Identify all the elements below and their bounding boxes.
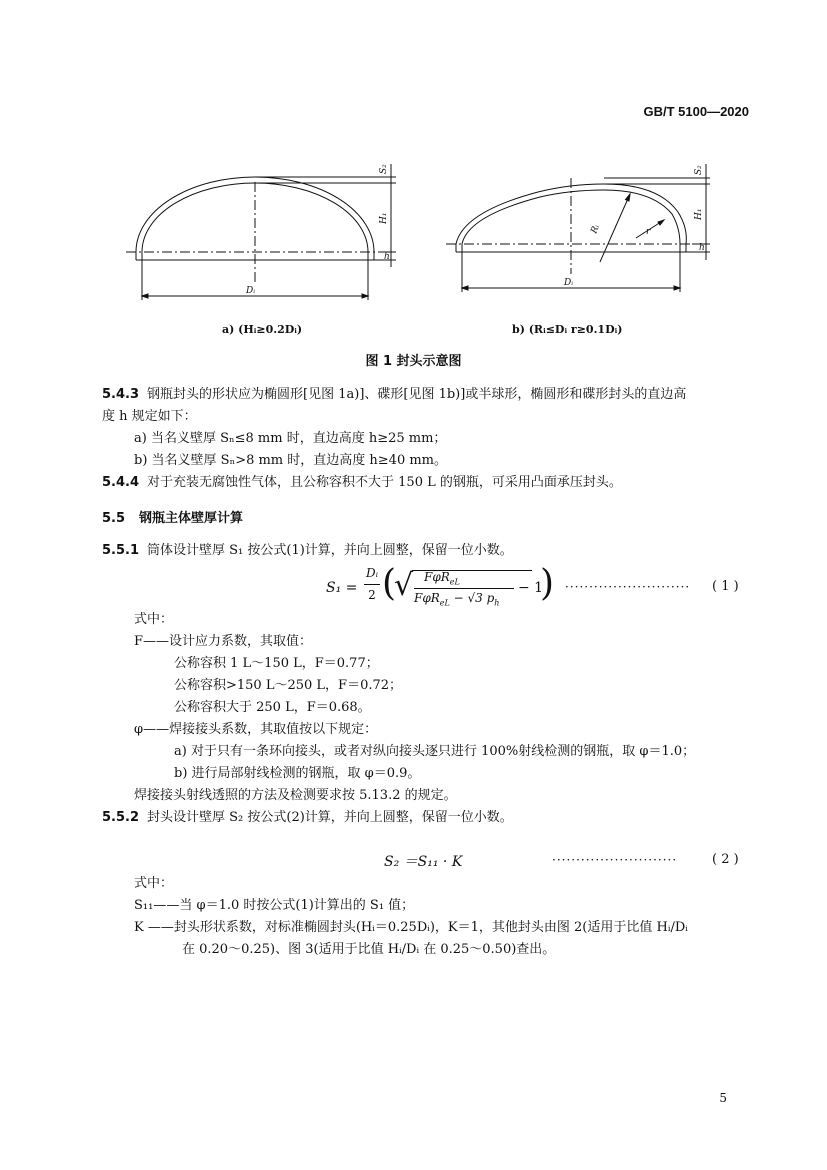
- eq1-tail: − 1: [518, 580, 544, 596]
- s552-text: 封头设计壁厚 S₂ 按公式(2)计算，并向上圆整，保留一位小数。: [147, 810, 513, 825]
- s55-title: 钢瓶主体壁厚计算: [139, 511, 244, 526]
- phi-item-b: b) 进行局部射线检测的钢瓶，取 φ＝0.9。: [174, 766, 421, 781]
- weld-note: 焊接接头射线透照的方法及检测要求按 5.13.2 的规定。: [134, 788, 457, 803]
- s543-item-b: b) 当名义壁厚 Sₙ>8 mm 时，直边高度 h≥40 mm。: [134, 453, 447, 468]
- figure-title: 图 1 封头示意图: [365, 354, 462, 369]
- F-definition: F——设计应力系数，其取值：: [134, 634, 313, 649]
- s551-text: 筒体设计壁厚 S₁ 按公式(1)计算，并向上圆整，保留一位小数。: [147, 543, 513, 558]
- figure-1-head-diagram: [118, 152, 738, 352]
- s551-number: 5.5.1: [102, 543, 140, 558]
- equation-2: S₂ ＝S₁₁ · K: [384, 854, 463, 870]
- eq1-lhs: S₁ =: [326, 580, 358, 596]
- phi-item-a: a) 对于只有一条环向接头，或者对纵向接头逐只进行 100%射线检测的钢瓶，取 φ＝1.0；: [174, 744, 696, 759]
- F-value-1: 公称容积 1 L～150 L，F＝0.77；: [174, 656, 379, 671]
- eq2-dots: ··························: [552, 853, 678, 867]
- label-di-a: Dᵢ: [246, 286, 256, 296]
- equation-1: S₁ = Dᵢ 2 ( √ FφR$_{eL}$ FφR$_{eL}$ − √3 $p_h$ − 1 ): [326, 563, 555, 608]
- phi-definition: φ——焊接接头系数，其取值按以下规定：: [134, 722, 378, 737]
- F-value-3: 公称容积大于 250 L，F＝0.68。: [174, 700, 371, 715]
- eq2-number: ( 2 ): [712, 852, 739, 867]
- s552-where: 式中：: [134, 876, 174, 891]
- s551-where: 式中：: [134, 612, 174, 627]
- s543-number: 5.4.3: [102, 387, 140, 402]
- label-h-b: h: [699, 243, 705, 253]
- s552: [102, 807, 513, 829]
- eq1-frac-num: Dᵢ: [365, 566, 379, 580]
- s544-number: 5.4.4: [102, 475, 140, 490]
- eq1-dots: ··························: [565, 580, 691, 594]
- s55-heading: [102, 507, 243, 526]
- s544: [102, 472, 622, 494]
- label-h1-a: H₁: [379, 212, 389, 224]
- label-s2-a: S₂: [379, 164, 389, 174]
- s543-item-a: a) 当名义壁厚 Sₙ≤8 mm 时，直边高度 h≥25 mm；: [134, 431, 447, 446]
- s543-line1: [102, 384, 686, 406]
- eq1-inner-num: FφR$_{eL}$: [424, 570, 460, 587]
- dished-head-drawing: [446, 164, 710, 292]
- s551: [102, 540, 513, 562]
- eq1-frac-den: 2: [368, 588, 376, 602]
- label-s2-b: S₂: [694, 165, 704, 175]
- label-ri: Rᵢ: [589, 223, 603, 236]
- s544-text: 对于充装无腐蚀性气体，且公称容积不大于 150 L 的钢瓶，可采用凸面承压封头。: [147, 475, 622, 490]
- F-value-2: 公称容积>150 L～250 L，F＝0.72；: [174, 678, 403, 693]
- K-definition-line1: K ——封头形状系数，对标准椭圆封头(Hᵢ＝0.25Dᵢ)，K＝1，其他封头由图 2(适用于比值 Hᵢ/Dᵢ: [134, 920, 688, 935]
- s543-line2: 度 h 规定如下：: [102, 409, 197, 424]
- label-r: r: [646, 227, 651, 237]
- caption-a: a) (Hᵢ≥0.2Dᵢ): [222, 323, 303, 336]
- S11-definition: S₁₁——当 φ＝1.0 时按公式(1)计算出的 S₁ 值；: [134, 898, 415, 913]
- label-h1-b: H₁: [694, 208, 704, 220]
- caption-b: b) (Rᵢ≤Dᵢ r≥0.1Dᵢ): [512, 323, 623, 336]
- label-di-b: Dᵢ: [564, 278, 574, 288]
- standard-number: GB/T 5100—2020: [643, 104, 749, 119]
- s543-text: 钢瓶封头的形状应为椭圆形[见图 1a)]、碟形[见图 1b)]或半球形，椭圆形和碟形封头的直边高: [147, 387, 687, 402]
- s552-number: 5.5.2: [102, 810, 140, 825]
- eq1-inner-den: FφR$_{eL}$ − √3 $p_h$: [414, 591, 500, 608]
- label-h-a: h: [384, 252, 390, 262]
- page-number: 5: [719, 1091, 727, 1105]
- eq1-number: ( 1 ): [712, 579, 739, 594]
- ellipsoidal-head-drawing: [126, 164, 396, 300]
- K-definition-line2: 在 0.20～0.25)、图 3(适用于比值 Hᵢ/Dᵢ 在 0.25～0.50)查出。: [182, 942, 556, 957]
- s55-number: 5.5: [102, 511, 126, 526]
